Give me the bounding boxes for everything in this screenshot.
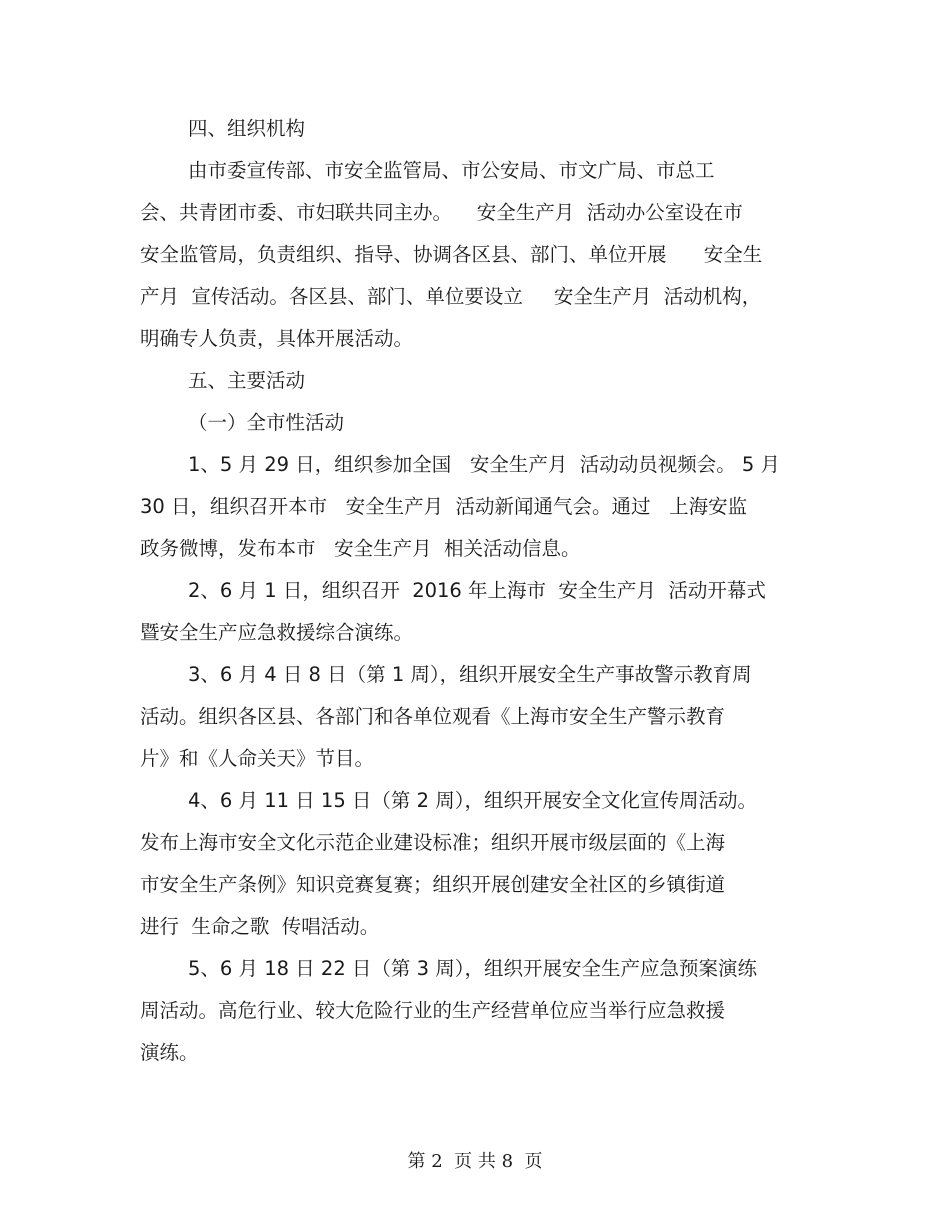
- list-item-line: 进行 生命之歌 传唱活动。: [140, 915, 380, 938]
- paragraph-line: 由市委宣传部、市安全监管局、市公安局、市文广局、市总工: [188, 159, 715, 182]
- section-heading-activities: 五、主要活动: [188, 369, 306, 392]
- list-item-line: 政务微博，发布本市 安全生产月 相关活动信息。: [140, 537, 581, 560]
- list-item-line: 发布上海市安全文化示范企业建设标准；组织开展市级层面的《上海: [140, 831, 726, 854]
- paragraph-line: 会、共青团市委、市妇联共同主办。 安全生产月 活动办公室设在市: [140, 201, 743, 224]
- list-item-line: 活动。组织各区县、各部门和各单位观看《上海市安全生产警示教育: [140, 705, 726, 728]
- list-item-line: 4、6 月 11 日 15 日（第 2 周），组织开展安全文化宣传周活动。: [188, 789, 757, 812]
- page-number-footer: 第 2 页 共 8 页: [407, 1151, 543, 1172]
- paragraph-line: 产月 宣传活动。各区县、部门、单位要设立 安全生产月 活动机构，: [140, 285, 762, 308]
- list-item-line: 2、6 月 1 日，组织召开 2016 年上海市 安全生产月 活动开幕式: [188, 579, 766, 602]
- list-item-line: 片》和《人命关天》节目。: [140, 747, 375, 770]
- list-item-line: 暨安全生产应急救援综合演练。: [140, 621, 414, 644]
- list-item-line: 演练。: [140, 1041, 199, 1064]
- section-heading-organization: 四、组织机构: [188, 117, 306, 140]
- list-item-line: 3、6 月 4 日 8 日（第 1 周），组织开展安全生产事故警示教育周: [188, 663, 752, 686]
- paragraph-line: 明确专人负责，具体开展活动。: [140, 327, 414, 350]
- list-item-line: 周活动。高危行业、较大危险行业的生产经营单位应当举行应急救援: [140, 999, 726, 1022]
- list-item-line: 30 日，组织召开本市 安全生产月 活动新闻通气会。通过 上海安监: [140, 495, 748, 518]
- paragraph-line: 安全监管局，负责组织、指导、协调各区县、部门、单位开展 安全生: [140, 243, 763, 266]
- list-item-line: 市安全生产条例》知识竞赛复赛；组织开展创建安全社区的乡镇街道: [140, 873, 726, 896]
- list-item-line: 1、5 月 29 日，组织参加全国 安全生产月 活动动员视频会。 5 月: [188, 453, 781, 476]
- subsection-heading-citywide: （一）全市性活动: [188, 411, 345, 434]
- list-item-line: 5、6 月 18 日 22 日（第 3 周），组织开展安全生产应急预案演练: [188, 957, 757, 980]
